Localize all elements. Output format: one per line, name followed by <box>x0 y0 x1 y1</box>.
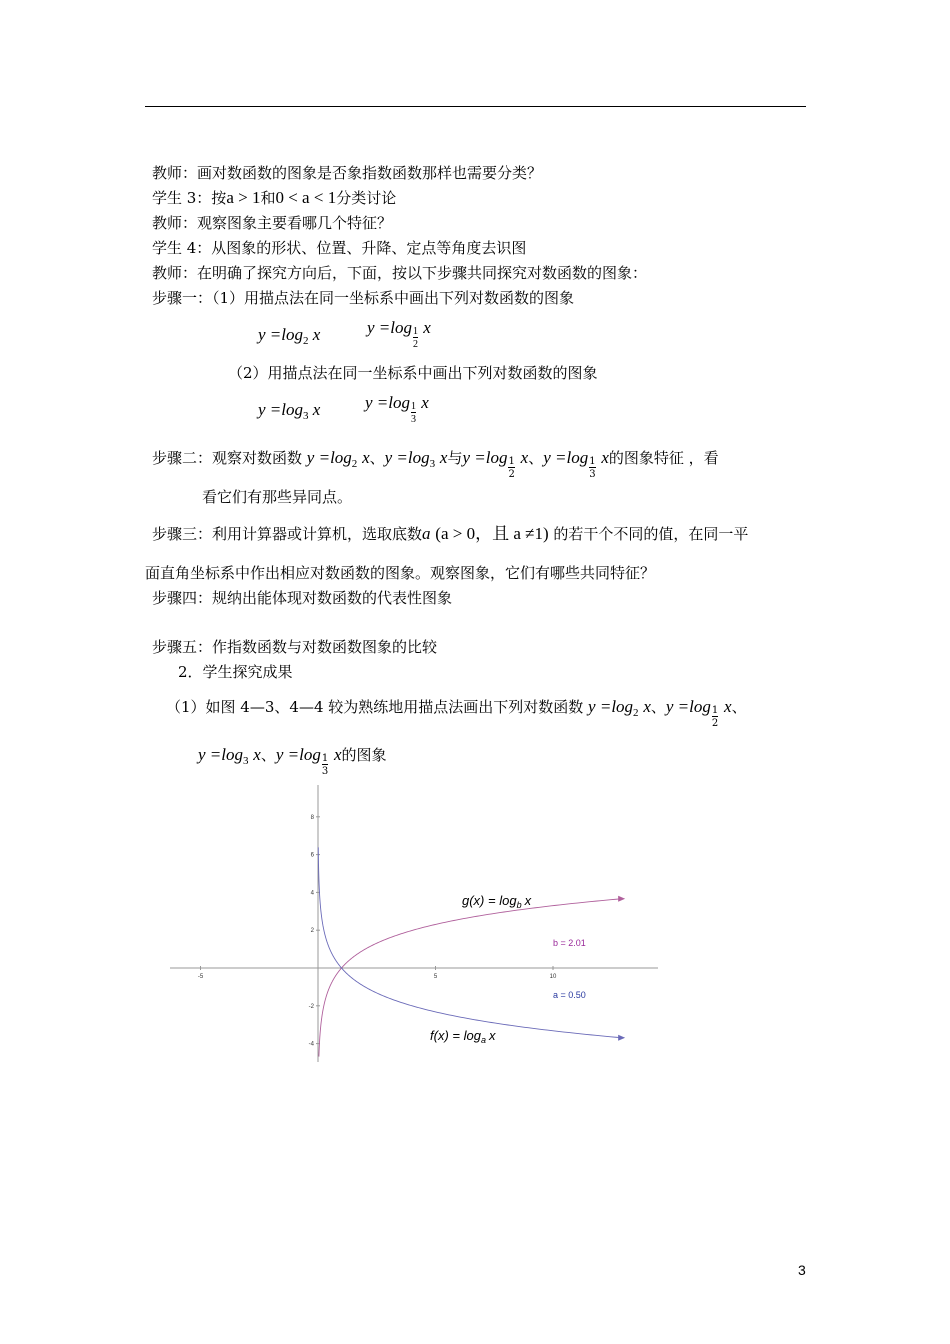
y-tick-group <box>309 815 320 1048</box>
y-tick-label: 6 <box>310 852 314 859</box>
step3-continuation: 面直角坐标系中作出相应对数函数的图象。观察图象，它们有哪些共同特征？ <box>145 564 656 582</box>
formula-log-half: y =log $\frac{1}{2}$ x <box>367 318 431 350</box>
g-arrow-icon <box>618 896 625 902</box>
y-tick-label: 2 <box>310 928 314 935</box>
b-slider-value: b = 2.01 <box>553 938 586 948</box>
step2-continuation: 看它们有那些异同点。 <box>202 488 353 506</box>
condition-a-gt-1: a > 1 <box>226 188 261 207</box>
student4-line: 学生 4：从图象的形状、位置、升降、定点等角度去识图 <box>152 239 527 257</box>
formula-log-third: y =log $\frac{1}{3}$ x <box>365 393 429 425</box>
x-tick-label: 5 <box>433 974 438 980</box>
g-curve <box>319 899 621 1057</box>
student3-label: 学生 3：按 <box>152 189 227 207</box>
x-tick-group <box>198 966 557 980</box>
step1-part2-line: （2）用描点法在同一坐标系中画出下列对数函数的图象 <box>228 364 598 382</box>
y-tick-label: 4 <box>310 890 314 897</box>
formula-log2: $y =\log_2$ x <box>258 325 321 347</box>
f-function-label: $f(x) = \log_a x$ <box>430 1028 496 1045</box>
page-number: 3 <box>798 1262 806 1278</box>
x-tick-label: 10 <box>549 974 557 980</box>
formula-log3: $y =\log_3$ x <box>258 400 321 422</box>
student3-line <box>152 188 396 208</box>
result-item-1-continuation: $y =\log_3$ x、y =log $\frac{1}{3}$ x的图象 <box>198 745 387 777</box>
result-title: 2．学生探究成果 <box>178 663 293 681</box>
student3-tail: 分类讨论 <box>336 189 397 207</box>
header-rule <box>145 106 806 107</box>
step1-line: 步骤一：（1）用描点法在同一坐标系中画出下列对数函数的图象 <box>152 289 575 307</box>
g-function-label: $g(x) = \log_b x$ <box>462 893 532 910</box>
step4-line: 步骤四：规纳出能体现对数函数的代表性图象 <box>152 589 453 607</box>
a-slider-value: a = 0.50 <box>553 990 586 1000</box>
condition-a-between: 0 < a < 1 <box>275 188 337 207</box>
x-tick-label: -5 <box>197 974 204 980</box>
student3-and: 和 <box>260 189 276 207</box>
result-item-1: （1）如图 4—3、4—4 较为熟练地用描点法画出下列对数函数 $y =\log_2$ x、y =log $\frac{1}{2}$ x、 <box>166 697 747 729</box>
teacher-line-2: 教师：观察图象主要看哪几个特征？ <box>152 214 393 232</box>
teacher-line-1: 教师：画对数函数的图象是否象指数函数那样也需要分类？ <box>152 164 543 182</box>
step3-line: 步骤三：利用计算器或计算机，选取底数a (a > 0，且 a ≠1) 的若干个不同的值，在同一平 <box>152 524 749 543</box>
y-tick-label: -4 <box>308 1041 314 1048</box>
f-arrow-icon <box>618 1035 625 1041</box>
y-tick-label: -2 <box>308 1003 314 1010</box>
teacher-line-3: 教师：在明确了探究方向后，下面，按以下步骤共同探究对数函数的图象： <box>152 264 648 282</box>
f-curve <box>318 847 621 1037</box>
step5-line: 步骤五：作指数函数与对数函数图象的比较 <box>152 638 438 656</box>
step2-line: 步骤二：观察对数函数 $y =\log_2$ x、$y =\log_3$ x与y =log $\frac{1}{2}$ x、y =log $\frac{1}{3}$ x的图象特征 ，看 <box>152 448 719 480</box>
y-tick-label: 8 <box>310 814 314 821</box>
